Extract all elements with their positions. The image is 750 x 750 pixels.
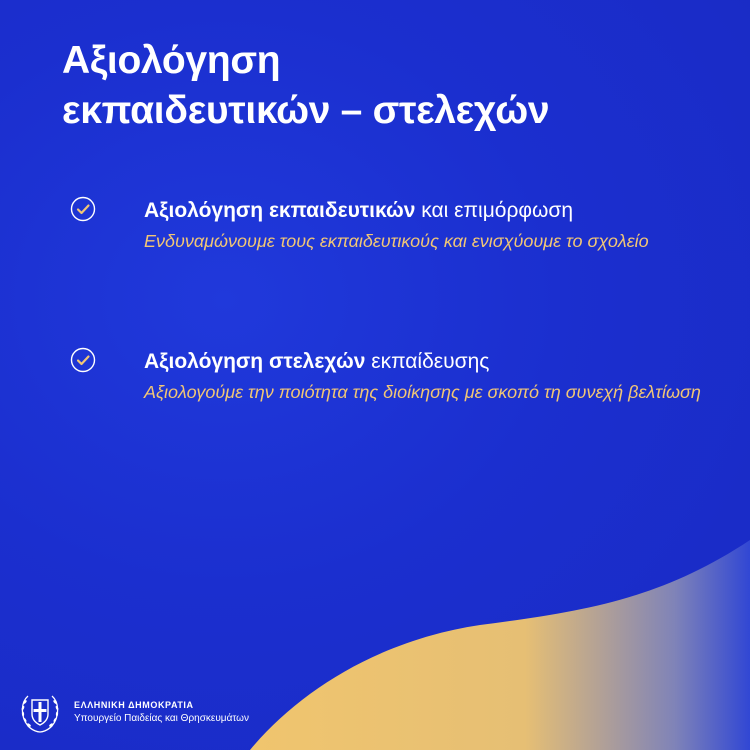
list-item-heading — [144, 196, 704, 226]
footer-text — [74, 699, 249, 726]
list-item-description: Αξιολογούμε την ποιότητα της διοίκησης με σκοπό τη συνεχή βελτίωση — [144, 382, 701, 402]
footer-ministry-name: Υπουργείο Παιδείας και Θρησκευμάτων — [74, 713, 249, 724]
list-item-heading-rest: εκπαίδευσης — [365, 350, 490, 373]
footer-country-name: ΕΛΛΗΝΙΚΗ ΔΗΜΟΚΡΑΤΙΑ — [74, 700, 194, 710]
greek-coat-of-arms-icon — [18, 688, 62, 734]
list-item-heading-bold: Αξιολόγηση στελεχών — [144, 350, 366, 373]
list-item-text — [144, 196, 704, 256]
page-title-line-2: εκπαιδευτικών – στελεχών — [62, 89, 550, 132]
list-item-text — [144, 347, 704, 407]
page-title — [62, 36, 549, 136]
list-item-heading-rest: και επιμόρφωση — [415, 199, 574, 222]
page-title-line-1: Αξιολόγηση — [62, 39, 281, 82]
list-item-heading — [144, 347, 704, 377]
checkmark-circle-icon — [70, 196, 96, 222]
checkmark-circle-icon — [70, 347, 96, 373]
list-item-description: Ενδυναμώνουμε τους εκπαιδευτικούς και ενισχύουμε το σχολείο — [144, 231, 649, 251]
list-item-heading-bold: Αξιολόγηση εκπαιδευτικών — [144, 199, 416, 222]
